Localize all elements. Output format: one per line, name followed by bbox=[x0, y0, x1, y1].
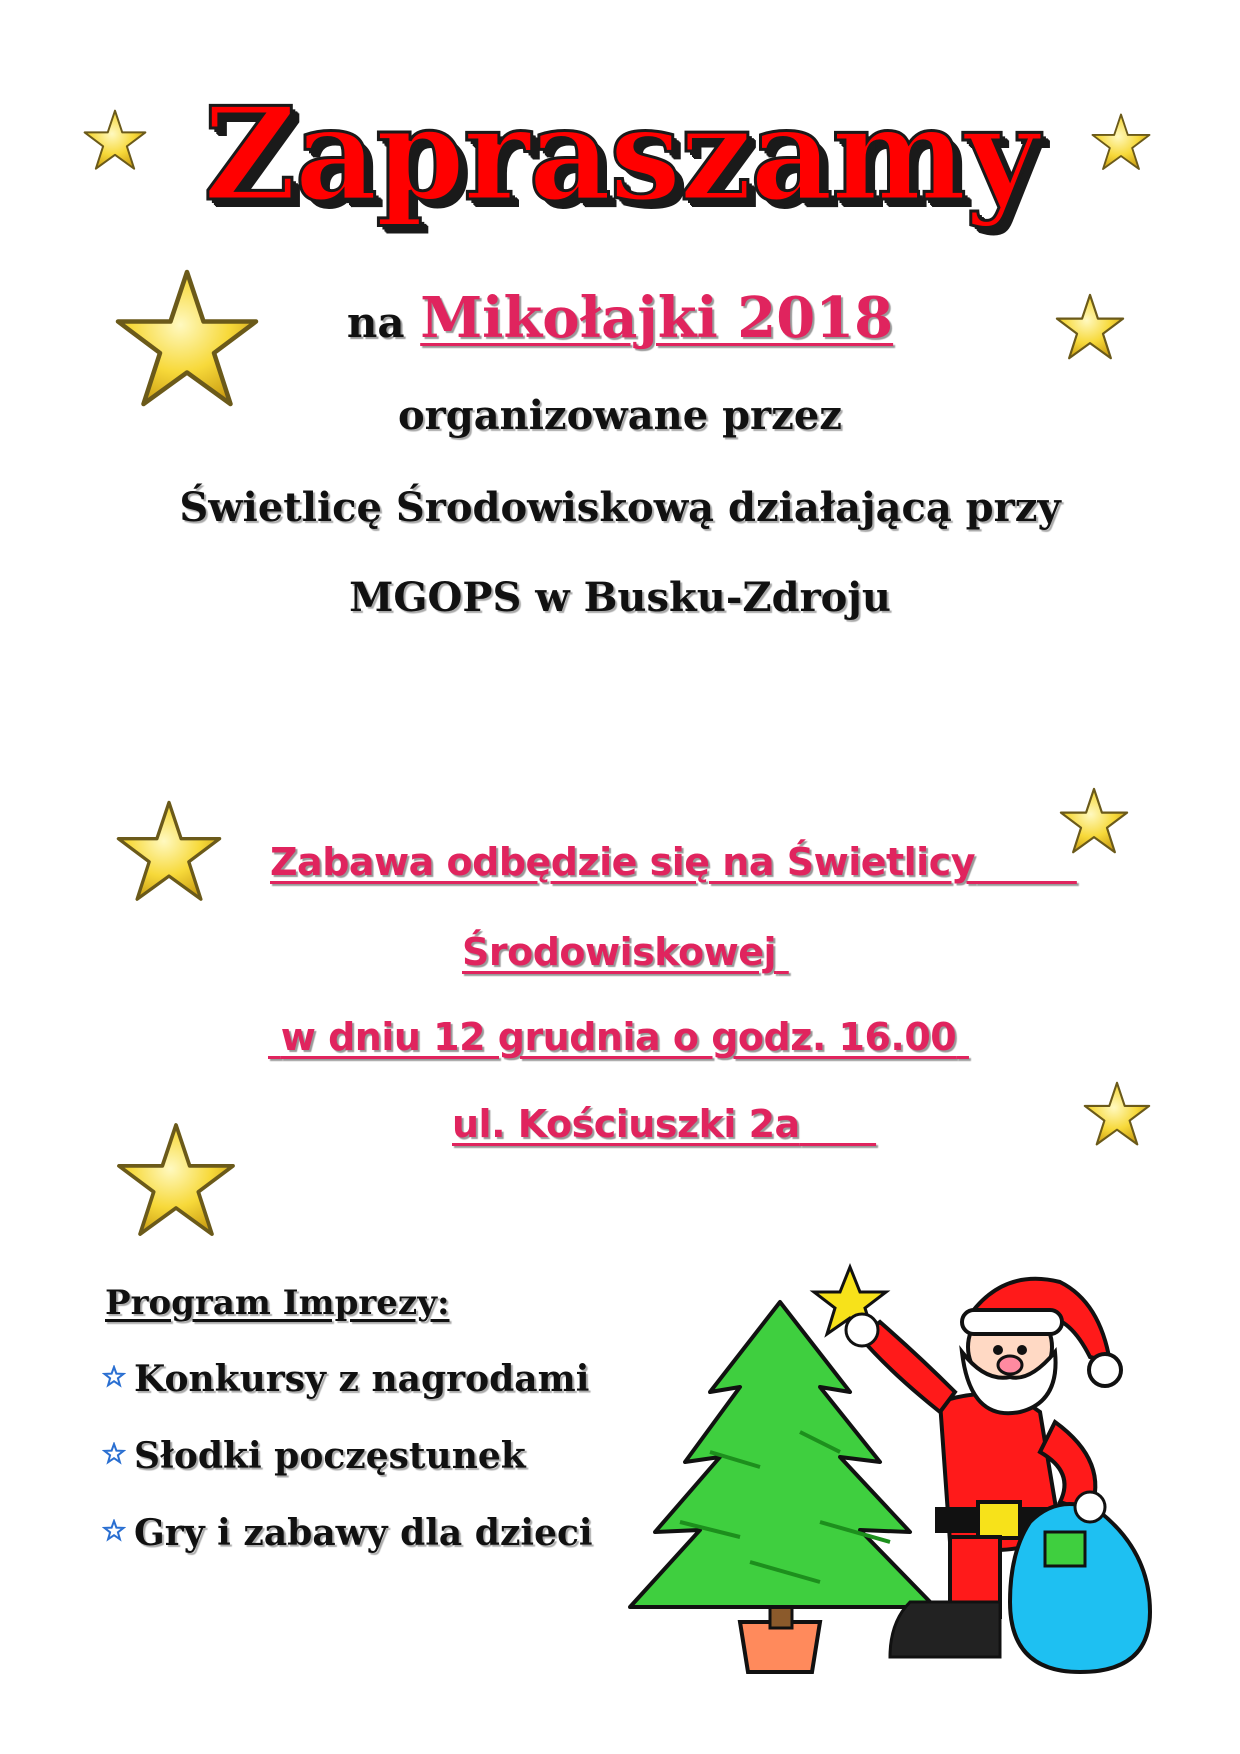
event-subtitle bbox=[0, 268, 1240, 382]
details-line-2: Środowiskowej bbox=[462, 930, 777, 974]
organizer-line-3: MGOPS w Busku-Zdroju bbox=[349, 574, 891, 621]
subtitle-prefix: na bbox=[346, 298, 405, 347]
asterisk-icon bbox=[102, 1519, 126, 1543]
asterisk-icon bbox=[102, 1365, 126, 1389]
santa-with-christmas-tree-icon bbox=[590, 1262, 1170, 1682]
details-line-1: Zabawa odbędzie się na Świetlicy bbox=[270, 840, 975, 884]
list-item: Konkursy z nagrodami bbox=[102, 1358, 589, 1400]
list-item: Gry i zabawy dla dzieci bbox=[102, 1512, 593, 1554]
details-line-3: w dniu 12 grudnia o godz. 16.00 bbox=[280, 1015, 957, 1059]
page-title: Zapraszamy bbox=[203, 80, 1037, 230]
star-icon bbox=[1082, 1080, 1152, 1150]
star-icon bbox=[114, 798, 224, 908]
organizer-line-1: organizowane przez bbox=[397, 392, 843, 439]
program-title: Program Imprezy: bbox=[105, 1283, 450, 1323]
star-icon bbox=[114, 1120, 238, 1244]
list-item: Słodki poczęstunek bbox=[102, 1435, 526, 1477]
details-line-4: ul. Kościuszki 2a bbox=[452, 1102, 800, 1146]
organizer-line-2: Świetlicę Środowiskową działającą przy bbox=[179, 484, 1061, 531]
asterisk-icon bbox=[102, 1442, 126, 1466]
event-name: Mikołajki 2018 bbox=[420, 285, 894, 351]
